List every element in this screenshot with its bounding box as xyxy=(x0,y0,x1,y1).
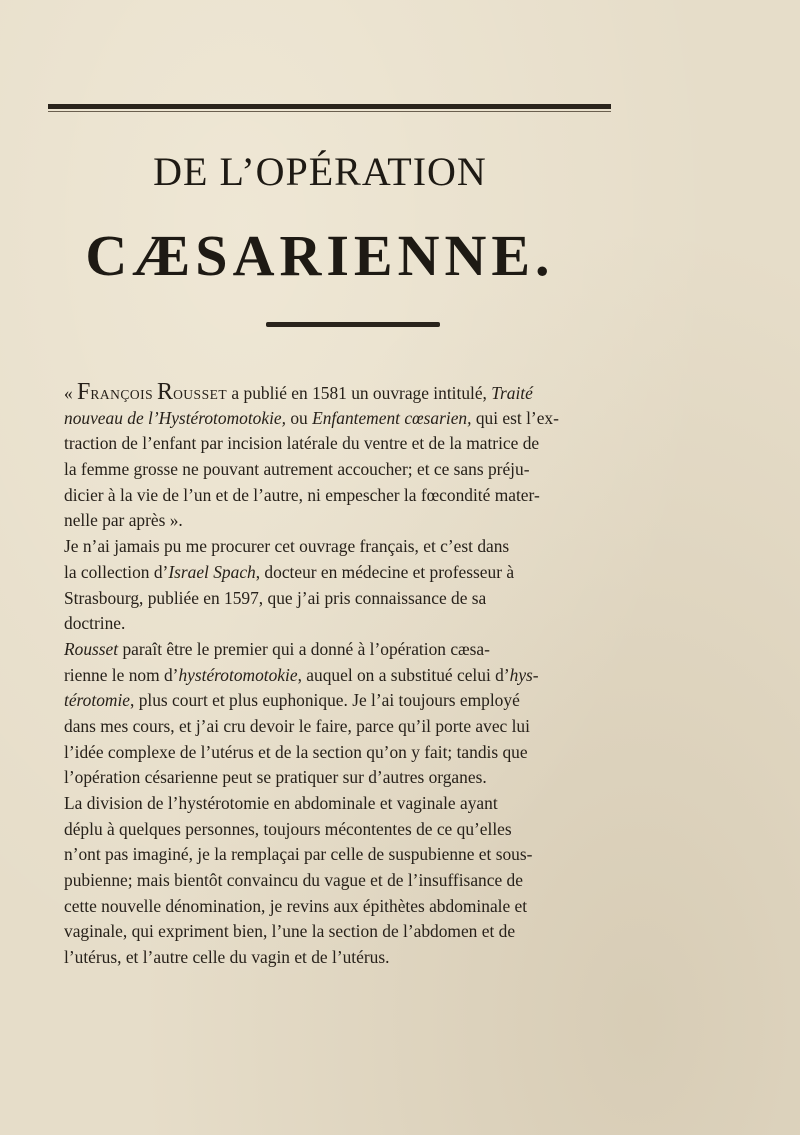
text-run: dicier à la vie de l’un et de l’autre, ni empescher la fœcondité mater- xyxy=(64,484,540,505)
text-line xyxy=(64,740,610,766)
text-line xyxy=(64,611,610,637)
text-run: cette nouvelle dénomination, je revins aux épithètes abdominale et xyxy=(64,895,528,916)
chapter-title-line1: DE L’OPÉRATION xyxy=(153,149,487,194)
text-run: l’utérus, et l’autre celle du vagin et de l’utérus. xyxy=(64,947,390,968)
text-line xyxy=(64,406,610,432)
text-line xyxy=(64,534,610,560)
body-text xyxy=(64,380,610,971)
text-line xyxy=(64,380,610,406)
top-rule xyxy=(48,104,611,109)
italic-run: térotomie xyxy=(64,690,131,711)
text-run: Strasbourg, publiée en 1597, que j’ai pris connaissance de sa xyxy=(64,587,487,608)
text-line xyxy=(64,508,610,534)
paragraph xyxy=(64,380,610,534)
text-run: qui est l’ex- xyxy=(471,407,559,428)
text-run: a publié en 1581 un ouvrage intitulé, xyxy=(227,383,492,403)
text-run: rienne le nom d’ xyxy=(64,664,179,685)
small-cap-text: RANÇOIS xyxy=(90,387,158,402)
text-line xyxy=(64,586,610,612)
text-line xyxy=(64,688,610,714)
text-run: , plus court et plus euphonique. Je l’ai toujours employé xyxy=(130,690,520,711)
text-run: l’idée complexe de l’utérus et de la section qu’on y fait; tandis que xyxy=(64,741,528,762)
text-line xyxy=(64,663,610,689)
text-run: vaginale, qui expriment bien, l’une la section de l’abdomen et de xyxy=(64,921,516,942)
text-run: la femme grosse ne pouvant autrement accoucher; et ce sans préju- xyxy=(64,459,530,480)
small-cap-initial: R xyxy=(157,379,174,405)
italic-run: hystérotomotokie xyxy=(178,664,298,685)
ornamental-rule xyxy=(266,322,440,327)
paragraph xyxy=(64,637,610,791)
text-line xyxy=(64,714,610,740)
text-line xyxy=(64,919,610,945)
text-line xyxy=(64,765,610,791)
text-line xyxy=(64,560,610,586)
italic-run: Rousset xyxy=(64,638,119,659)
text-line xyxy=(64,842,610,868)
text-line xyxy=(64,817,610,843)
paragraph xyxy=(64,534,610,637)
italic-run: Israel Spach xyxy=(168,561,256,582)
text-line xyxy=(64,868,610,894)
text-line xyxy=(64,894,610,920)
text-run: l’opération césarienne peut se pratiquer sur d’autres organes. xyxy=(64,767,487,788)
italic-run: Traité xyxy=(491,383,533,403)
text-run: , docteur en médecine et professeur à xyxy=(255,561,515,582)
paragraph xyxy=(64,791,610,971)
italic-run: hys- xyxy=(509,664,539,685)
text-run: dans mes cours, et j’ai cru devoir le faire, parce qu’il porte avec lui xyxy=(64,715,530,736)
text-line xyxy=(64,945,610,971)
italic-run: Enfantement cœsarien, xyxy=(312,407,472,428)
text-line xyxy=(64,791,610,817)
text-run: déplu à quelques personnes, toujours mécontentes de ce qu’elles xyxy=(64,818,512,839)
text-run: La division de l’hystérotomie en abdominale et vaginale ayant xyxy=(64,793,498,813)
top-rule-thin xyxy=(48,111,611,112)
small-cap-initial: F xyxy=(77,379,91,405)
text-run: nelle par après ». xyxy=(64,510,183,531)
text-run: la collection d’ xyxy=(64,561,169,582)
chapter-title-line2: CÆSARIENNE. xyxy=(85,223,555,288)
text-run: Je n’ai jamais pu me procurer cet ouvrage français, et c’est dans xyxy=(64,536,510,557)
text-line xyxy=(64,637,610,663)
text-run: , auquel on a substitué celui d’ xyxy=(297,664,510,685)
text-run: traction de l’enfant par incision latérale du ventre et de la matrice de xyxy=(64,433,540,454)
text-run: n’ont pas imaginé, je la remplaçai par celle de suspubienne et sous- xyxy=(64,844,533,865)
text-line xyxy=(64,431,610,457)
text-run: doctrine. xyxy=(64,613,126,634)
text-line xyxy=(64,483,610,509)
italic-run: nouveau de l’Hystérotomotokie, xyxy=(64,407,286,428)
text-line xyxy=(64,457,610,483)
text-run: « xyxy=(64,383,78,403)
text-run: pubienne; mais bientôt convaincu du vague et de l’insuffisance de xyxy=(64,870,523,891)
text-run: paraît être le premier qui a donné à l’opération cæsa- xyxy=(118,638,490,659)
small-cap-text: OUSSET xyxy=(173,387,228,402)
text-run: ou xyxy=(286,407,313,428)
